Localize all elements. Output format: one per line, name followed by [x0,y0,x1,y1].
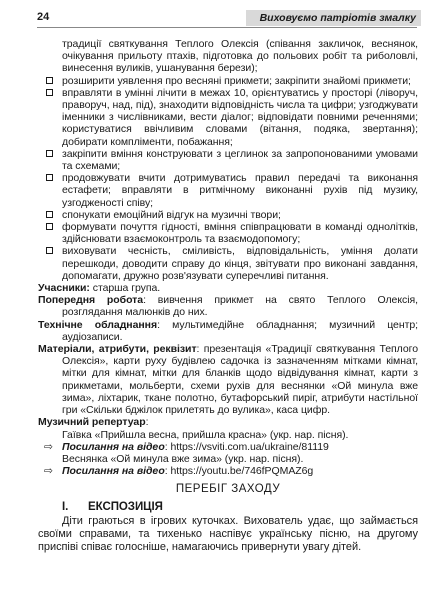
arrow-right-icon: ⇨ [44,440,53,453]
bullet-item [38,221,418,245]
participants-line [38,282,418,294]
bullet-item [38,209,418,221]
materials-line [38,343,418,416]
participants-label: Учасники: [38,282,90,295]
section-number: I. [62,500,69,513]
closing-paragraph: Діти граються в ігрових куточках. Вихователь удає, що займається своїми справами, та тихенько наспівує українську пісню, на другому приспіві співає голосніше, намагаючись привернути увагу дітей. [38,514,418,554]
video-link-url[interactable]: : https://youtu.be/746fPQMAZ6g [164,465,314,478]
checkbox-bullet-icon [46,89,53,96]
header-rule [37,27,417,28]
checkbox-bullet-icon [46,77,53,84]
bullet-text: вправляти в умінні лічити в межах 10, орієнтуватись у просторі (ліворуч, праворуч, над, під), знаходити відповідність числа та цифри; узгоджувати іменники з числівниками, вести діалог; відповідати повними реченнями; користуватися ввічливим словами (вітання, подяка, звертання); добирати компліменти, побажання; [62,86,418,148]
video-link-label: Посилання на відео [62,440,165,453]
section-heading [38,501,418,513]
course-title: ПЕРЕБІГ ЗАХОДУ [175,483,281,496]
video-link-url[interactable]: : https://vsviti.com.ua/ukraine/81119 [164,440,329,453]
page-header [37,8,417,28]
bullet-text: виховувати чесність, сміливість, відповідальність, уміння долати перешкоди, доводити справу до кінця, звітувати про виконані завдання, допомагати, дружно розв'язувати суперечливі питання. [62,245,418,282]
equipment-line [38,319,418,343]
bullet-item [38,172,418,209]
checkbox-bullet-icon [46,211,53,218]
video-link-label: Посилання на відео [62,465,165,478]
prior-work-line [38,294,418,318]
checkbox-bullet-icon [46,247,53,254]
materials-label: Матеріали, атрибути, реквізит [38,343,197,356]
prior-work-label: Попередня робота [38,294,144,307]
repertoire-colon: : [145,416,149,429]
participants-text: старша група. [89,282,161,295]
bullet-text: закріпити вміння конструювати з цеглинок за запропонованими умовами та схемами; [62,147,418,173]
equipment-label: Технічне обладнання [38,318,158,331]
checkbox-bullet-icon [46,150,53,157]
running-head: Виховуємо патріотів змалку [246,10,421,26]
checkbox-bullet-icon [46,223,53,230]
video-link-line [38,465,418,477]
bullet-item [38,75,418,87]
bullet-text: спонукати емоційний відгук на музичні твори; [62,208,281,221]
video-link-line [38,441,418,453]
materials-text: : презентація «Традиції святкування Теплого Олексія», карти руху будівлею садочка із зазначенням мітками кімнат, мітки для кімнат, мітки для бланків щодо відвідування кімнат, карти з прикметами, мольберти, схеми рухів для веснянки «Ой минула вже зима», ліхтарик, ткане полотно, бутафорський пиріг, атрибути настільної гри «Скільки бджілок прилетять до вулика», каса цифр. [62,343,418,417]
prior-work-text: : вивчення прикмет на свято Теплого Олексія, розглядання малюнків до них. [62,294,418,319]
repertoire-heading [38,416,418,428]
equipment-text: : мультимедійне обладнання; музичний центр; аудіозаписи. [62,318,419,343]
bullet-item [38,245,418,282]
bullet-text: формувати почуття гідності, вміння співпрацювати в команді однолітків, здійснювати взаємоконтроль та взаємодопомогу; [62,221,418,246]
page-number: 24 [37,11,50,23]
song-line: Веснянка «Ой минула вже зима» (укр. нар. пісня). [62,452,304,465]
bullet-text: розширити уявлення про весняні прикмети; закріпити знайомі прикмети; [62,74,411,87]
arrow-right-icon: ⇨ [44,465,53,478]
bullet-text: продовжувати вчити дотримуватись правил передачі та виконання естафети; вправляти в ритмічному виконанні рухів під музику, узгодженості співу; [62,172,418,209]
bullet-item [38,148,418,172]
page-body [38,38,418,554]
section-title: ЕКСПОЗИЦІЯ [88,500,163,513]
intro-continuation: традиції святкування Теплого Олексія (співання закличок, веснянок, очікування прильоту птахів, підготовка до польових робіт та риболовлі, винесення вуликів, ушанування берези); [62,38,418,75]
bullet-item [38,87,418,148]
song-line: Гаївка «Прийшла весна, прийшла красна» (укр. нар. пісня). [62,428,349,441]
checkbox-bullet-icon [46,174,53,181]
repertoire-label: Музичний репертуар [38,416,146,429]
